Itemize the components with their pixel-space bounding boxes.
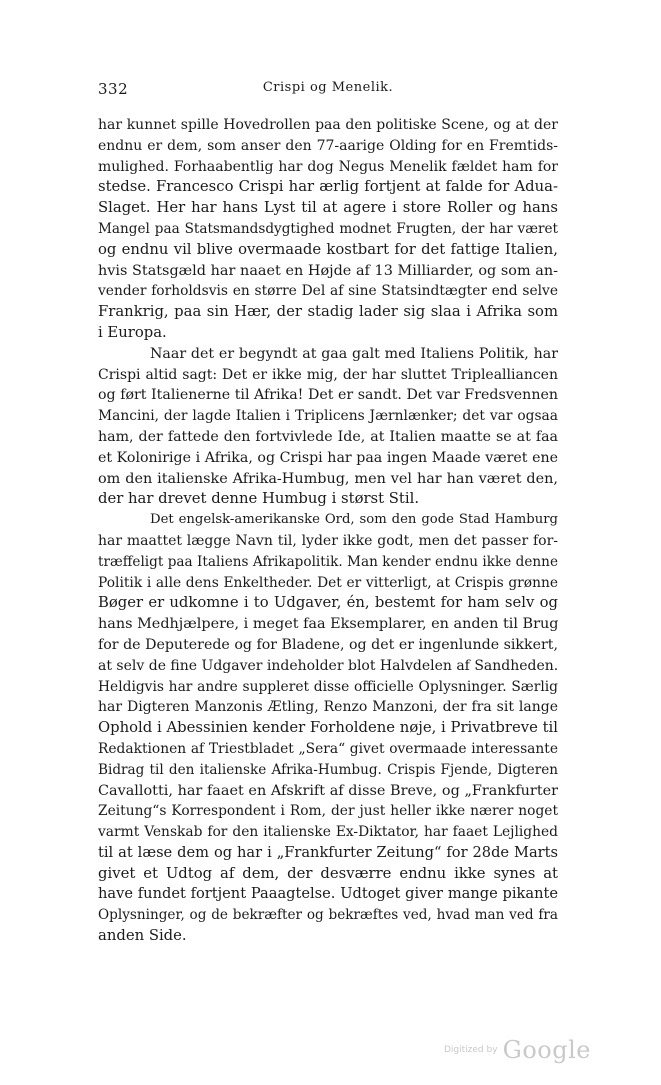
text-line: om den italienske Afrika-Humbug, men vel har han været den,	[98, 470, 558, 487]
text-line: et Kolonirige i Afrika, og Crispi har paa ingen Maade været ene	[98, 449, 558, 466]
text-line: ham, der fattede den fortvivlede Ide, at Italien maatte se at faa	[98, 428, 558, 445]
running-title: Crispi og Menelik.	[262, 80, 394, 95]
text-line: og endnu vil blive overmaade kostbart for det fattige Italien,	[98, 240, 558, 258]
text-line: Mancini, der lagde Italien i Triplicens Jærnlænker; det var ogsaa	[98, 408, 558, 425]
text-line: Slaget. Her har hans Lyst til at agere i store Roller og hans	[98, 199, 558, 217]
text-line: Bøger er udkomne i to Udgaver, én, bestemt for ham selv og	[98, 594, 558, 612]
text-line: Oplysninger, og de bekræfter og bekræftes ved, hvad man ved fra	[98, 907, 558, 924]
text-line: at selv de fine Udgaver indeholder blot Halvdelen af Sandheden.	[98, 657, 559, 674]
text-line: Ophold i Abessinien kender Forholdene nøje, i Privatbreve til	[98, 719, 558, 737]
text-line: hvis Statsgæld har naaet en Højde af 13 Milliarder, og som an-	[98, 262, 558, 279]
body-text	[98, 115, 558, 947]
text-line: har maattet lægge Navn til, lyder ikke godt, men det passer for-	[98, 532, 558, 549]
text-line: til at læse dem og har i „Frankfurter Zeitung“ for 28de Marts	[98, 843, 558, 861]
paragraph	[98, 344, 558, 510]
text-line: har Digteren Manzonis Ætling, Renzo Manzoni, der fra sit lange	[98, 699, 558, 716]
text-line: for de Deputerede og for Bladene, og det er ingenlunde sikkert,	[98, 636, 558, 653]
text-line: Bidrag til den italienske Afrika-Humbug. Crispis Fjende, Digteren	[98, 761, 558, 778]
text-line: Mangel paa Statsmandsdygtighed modnet Frugten, der har været	[98, 220, 558, 237]
text-line: har kunnet spille Hovedrollen paa den politiske Scene, og at der	[98, 117, 558, 133]
text-line: stedse. Francesco Crispi har ærlig fortjent at falde for Adua-	[98, 178, 558, 196]
text-line: i Europa.	[98, 323, 167, 341]
watermark-prefix: Digitized by	[444, 1045, 498, 1055]
text-line: hans Medhjælpere, i meget faa Eksemplarer, en anden til Brug	[98, 616, 559, 633]
text-line: givet et Udtog af dem, der desværre endnu ikke synes at	[98, 864, 558, 882]
text-line: Redaktionen af Triestbladet „Sera“ givet overmaade interessante	[98, 740, 558, 757]
text-line: varmt Venskab for den italienske Ex-Diktator, har faaet Lejlighed	[98, 824, 558, 841]
text-line: Cavallotti, har faaet en Afskrift af disse Breve, og „Frankfurter	[98, 782, 558, 799]
text-line: endnu er dem, som anser den 77-aarige Olding for en Fremtids-	[98, 137, 558, 154]
digitized-watermark	[444, 1036, 591, 1068]
paragraph	[98, 115, 558, 344]
text-line: der har drevet denne Humbug i størst Stil.	[98, 490, 420, 508]
text-line: vender forholdsvis en større Del af sine Statsindtægter end selve	[98, 283, 558, 300]
paragraph	[98, 510, 558, 947]
text-line: anden Side.	[98, 927, 187, 945]
text-line: og ført Italienerne til Afrika! Det er sandt. Det var Fredsvennen	[98, 387, 558, 404]
text-line: Frankrig, paa sin Hær, der stadig lader sig slaa i Afrika som	[98, 303, 558, 321]
text-line: mulighed. Forhaabentlig har dog Negus Menelik fældet ham for	[98, 158, 558, 175]
text-line: have fundet fortjent Paaagtelse. Udtoget giver mange pikante	[98, 885, 558, 903]
text-line: træffeligt paa Italiens Afrikapolitik. Man kender endnu ikke denne	[98, 553, 558, 570]
text-line: Crispi altid sagt: Det er ikke mig, der har sluttet Triplealliancen	[98, 366, 558, 383]
text-line: Zeitung“s Korrespondent i Rom, der just heller ikke nærer noget	[98, 803, 558, 820]
text-line: Heldigvis har andre suppleret disse officielle Oplysninger. Særlig	[98, 678, 558, 695]
text-line: Naar det er begyndt at gaa galt med Italiens Politik, har	[150, 345, 558, 362]
page-number: 332	[98, 80, 129, 98]
text-line: Det engelsk-amerikanske Ord, som den gode Stad Hamburg	[150, 512, 558, 528]
page-header	[98, 80, 558, 100]
google-logo: Google	[502, 1036, 591, 1064]
text-line: Politik i alle dens Enkeltheder. Det er vitterligt, at Crispis grønne	[98, 574, 558, 591]
